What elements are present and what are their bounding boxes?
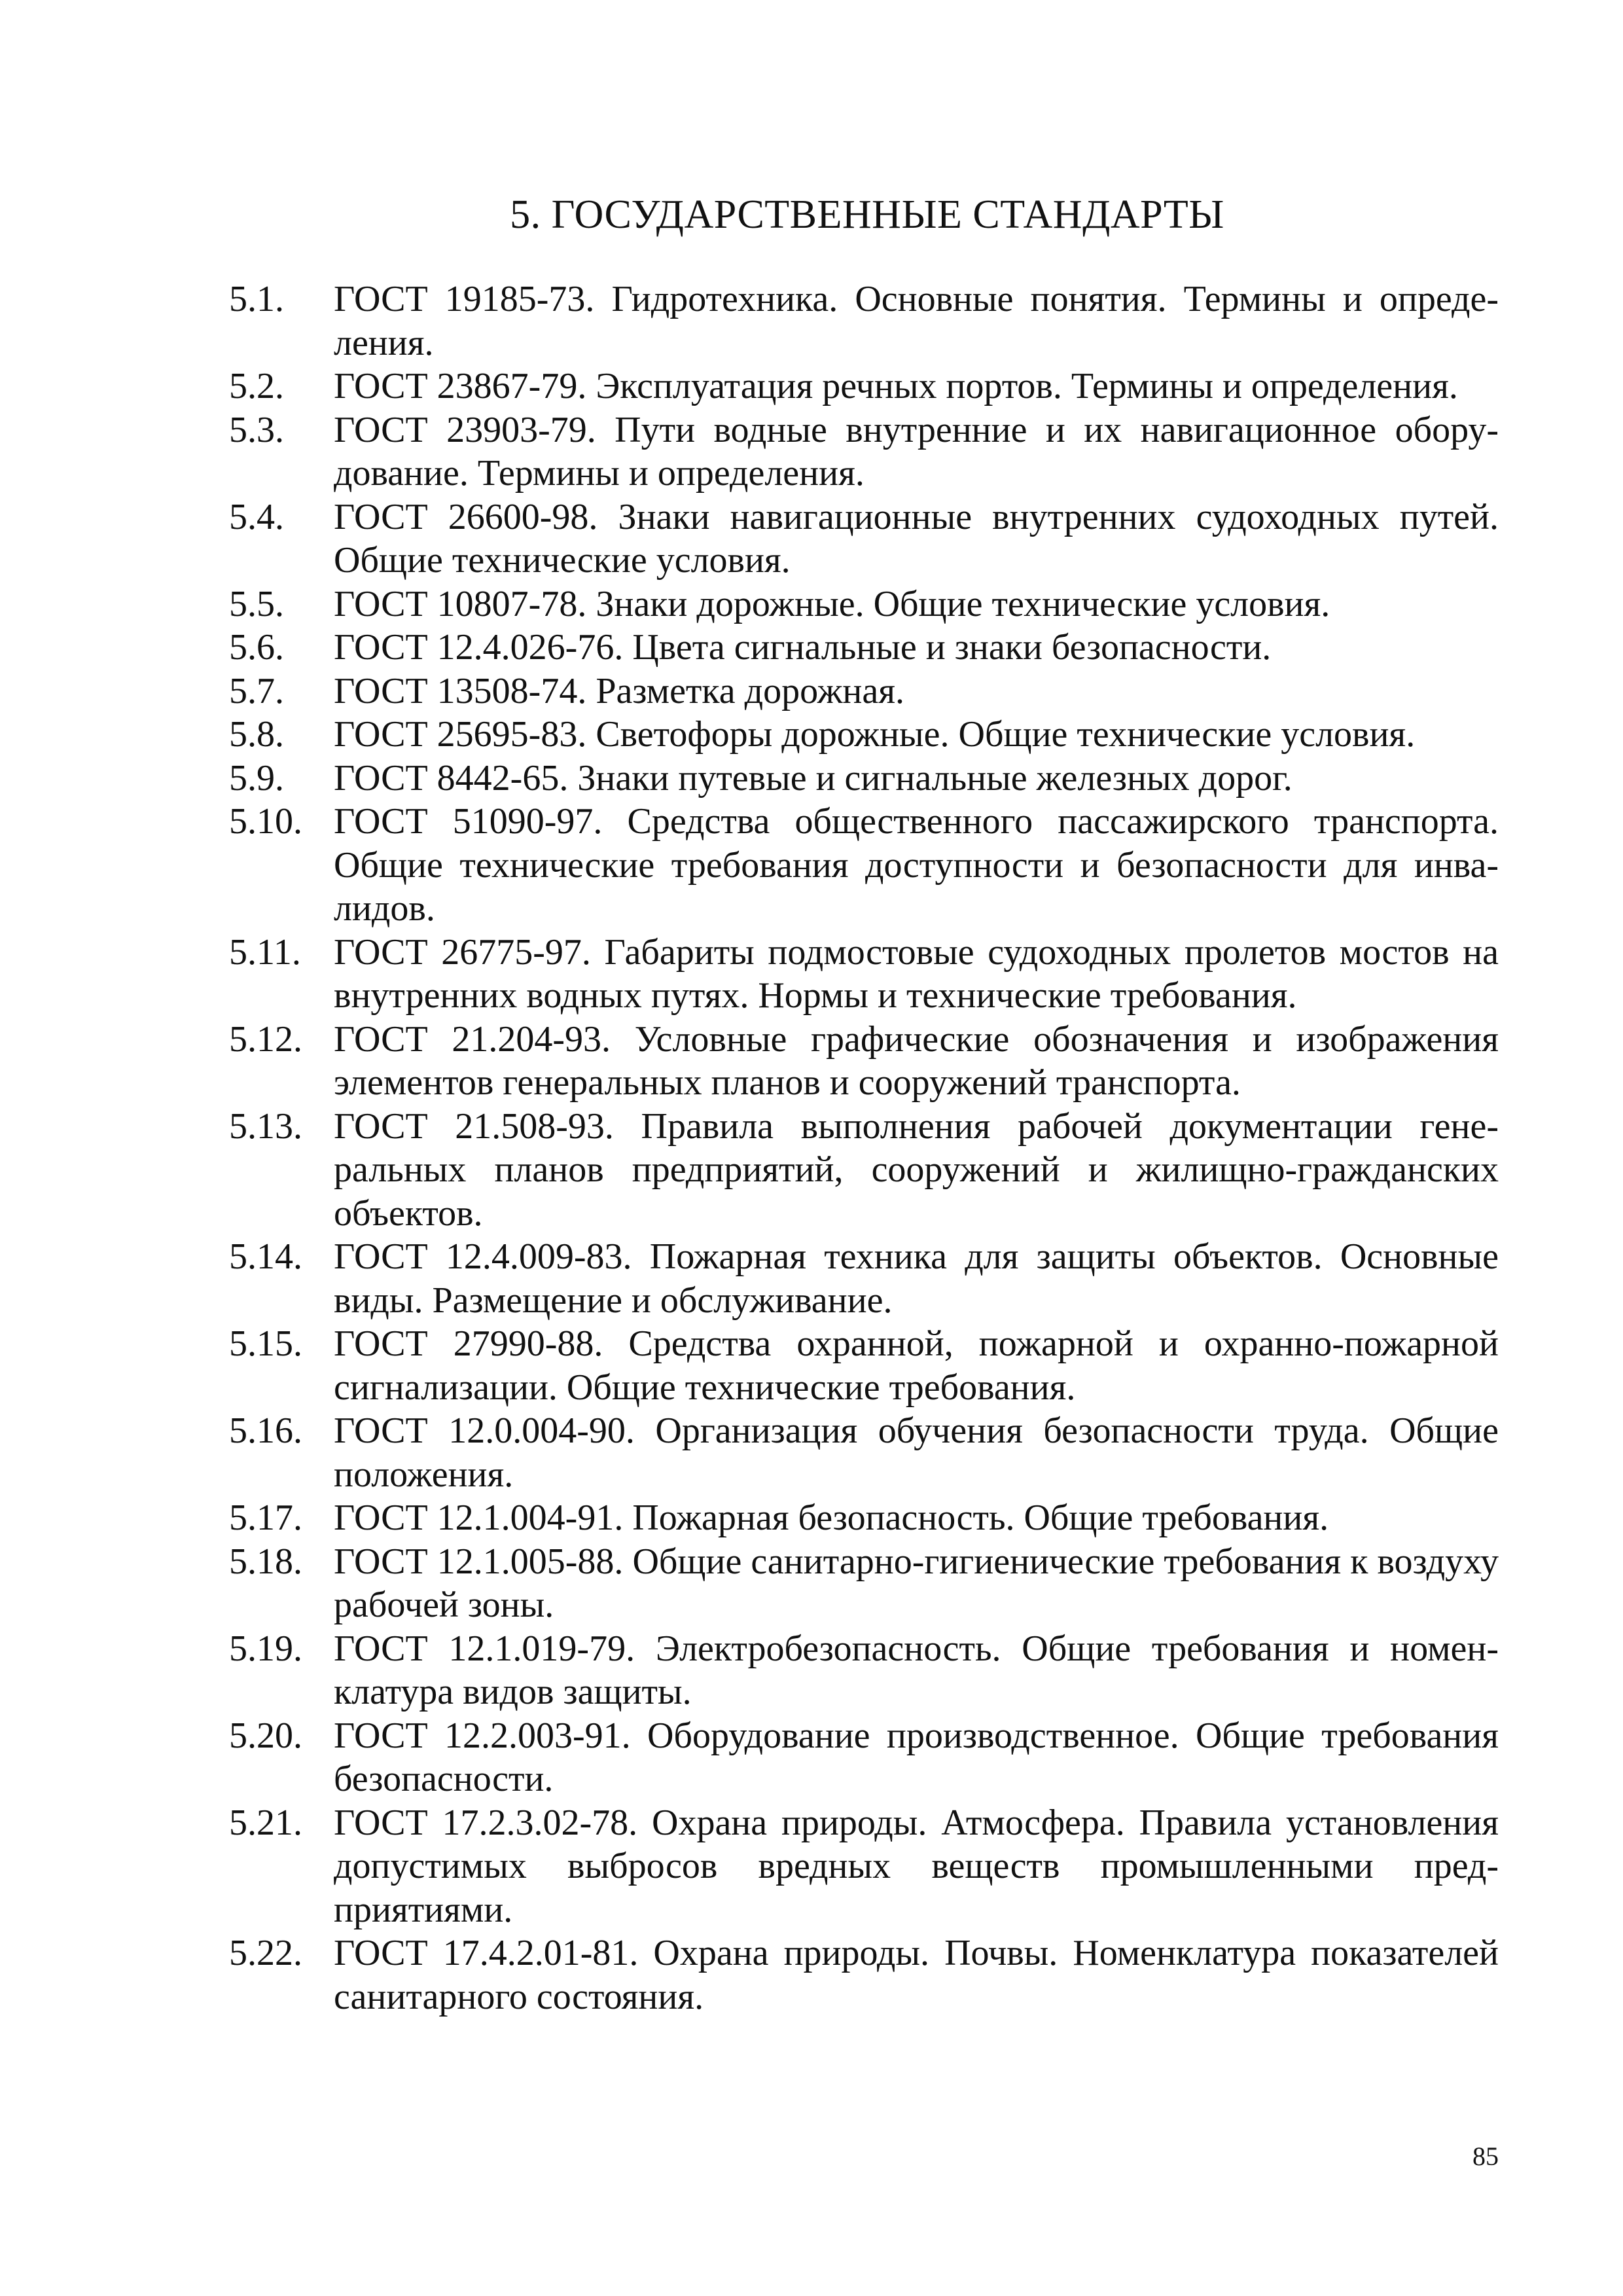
item-number: 5.9. [229, 757, 284, 798]
standards-list [229, 278, 1499, 2018]
item-text: ГОСТ 8442-65. Знаки путевые и сигнальные железных дорог. [334, 757, 1293, 798]
item-text: ГОСТ 23903-79. Пути водные внутренние и их навигационное оборудование. Термины и определения. [334, 409, 1499, 493]
item-number: 5.18. [229, 1541, 302, 1582]
item-text: ГОСТ 17.4.2.01-81. Охрана природы. Почвы. Номенклатура показателей санитарного состояния. [334, 1933, 1499, 2017]
page-number: 85 [1472, 2142, 1499, 2171]
list-item [229, 408, 1499, 495]
item-number: 5.12. [229, 1018, 302, 1060]
item-number: 5.10. [229, 801, 302, 842]
item-number: 5.2. [229, 366, 284, 406]
item-number: 5.7. [229, 670, 284, 711]
item-text: ГОСТ 12.4.009-83. Пожарная техника для защиты объектов. Основные виды. Размещение и обслуживание. [334, 1236, 1499, 1321]
list-item [229, 670, 1499, 713]
list-item [229, 1714, 1499, 1801]
list-item [229, 495, 1499, 583]
list-item [229, 800, 1499, 931]
item-text: ГОСТ 25695-83. Светофоры дорожные. Общие технические условия. [334, 714, 1416, 755]
item-number: 5.8. [229, 714, 284, 755]
list-item [229, 757, 1499, 800]
list-item [229, 1540, 1499, 1627]
list-item [229, 1409, 1499, 1496]
list-item [229, 1235, 1499, 1322]
item-text: ГОСТ 10807-78. Знаки дорожные. Общие технические условия. [334, 583, 1330, 624]
item-number: 5.1. [229, 279, 284, 319]
item-number: 5.14. [229, 1236, 302, 1277]
list-item [229, 1105, 1499, 1236]
item-text: ГОСТ 23867-79. Эксплуатация речных портов. Термины и определения. [334, 366, 1458, 406]
item-number: 5.20. [229, 1715, 302, 1756]
list-item [229, 1627, 1499, 1714]
item-text: ГОСТ 21.508-93. Правила выполнения рабочей документации генеральных планов предприятий, сооружений и жилищно-гражданских объектов. [334, 1105, 1499, 1234]
item-text: ГОСТ 12.1.004-91. Пожарная безопасность. Общие требования. [334, 1498, 1329, 1538]
list-item [229, 931, 1499, 1018]
list-item [229, 1322, 1499, 1409]
list-item [229, 713, 1499, 757]
list-item [229, 1496, 1499, 1540]
list-item [229, 365, 1499, 408]
item-text: ГОСТ 26600-98. Знаки навигационные внутренних судоходных путей. Общие технические условия. [334, 496, 1499, 581]
item-number: 5.13. [229, 1105, 302, 1147]
item-text: ГОСТ 12.2.003-91. Оборудование производственное. Общие требования безопасности. [334, 1715, 1499, 1799]
item-text: ГОСТ 13508-74. Разметка дорожная. [334, 670, 904, 711]
item-number: 5.17. [229, 1498, 302, 1538]
item-number: 5.11. [229, 931, 301, 973]
list-item [229, 278, 1499, 365]
item-text: ГОСТ 12.1.019-79. Электробезопасность. Общие требования и номенклатура видов защиты. [334, 1628, 1499, 1712]
item-text: ГОСТ 12.4.026-76. Цвета сигнальные и знаки безопасности. [334, 627, 1272, 668]
item-text: ГОСТ 27990-88. Средства охранной, пожарной и охранно-пожарной сигнализации. Общие технические требования. [334, 1323, 1499, 1408]
item-number: 5.15. [229, 1323, 302, 1364]
list-item [229, 1931, 1499, 2018]
list-item [229, 583, 1499, 626]
item-text: ГОСТ 17.2.3.02-78. Охрана природы. Атмосфера. Правила установления допустимых выбросов вредных веществ промышленными предприятиями. [334, 1802, 1499, 1930]
list-item [229, 626, 1499, 670]
item-text: ГОСТ 19185-73. Гидротехника. Основные понятия. Термины и определения. [334, 279, 1499, 363]
section-title: 5. ГОСУДАРСТВЕННЫЕ СТАНДАРТЫ [510, 192, 1224, 237]
item-number: 5.21. [229, 1802, 302, 1843]
item-number: 5.16. [229, 1410, 302, 1451]
item-number: 5.4. [229, 496, 284, 537]
item-number: 5.3. [229, 409, 284, 450]
item-text: ГОСТ 12.0.004-90. Организация обучения безопасности труда. Общие положения. [334, 1410, 1499, 1495]
item-text: ГОСТ 51090-97. Средства общественного пассажирского транспорта. Общие технические требования доступности и безопасности для инвалидов. [334, 801, 1499, 929]
item-text: ГОСТ 21.204-93. Условные графические обозначения и изображения элементов генеральных планов и сооружений транспорта. [334, 1018, 1499, 1103]
list-item [229, 1801, 1499, 1932]
item-number: 5.5. [229, 583, 284, 624]
list-item [229, 1018, 1499, 1105]
item-number: 5.22. [229, 1933, 302, 1973]
item-number: 5.6. [229, 627, 284, 668]
item-number: 5.19. [229, 1628, 302, 1669]
item-text: ГОСТ 12.1.005-88. Общие санитарно-гигиенические требования к воздуху рабочей зоны. [334, 1541, 1499, 1625]
item-text: ГОСТ 26775-97. Габариты подмостовые судоходных пролетов мостов на внутренних водных путях. Нормы и технические требования. [334, 931, 1499, 1016]
